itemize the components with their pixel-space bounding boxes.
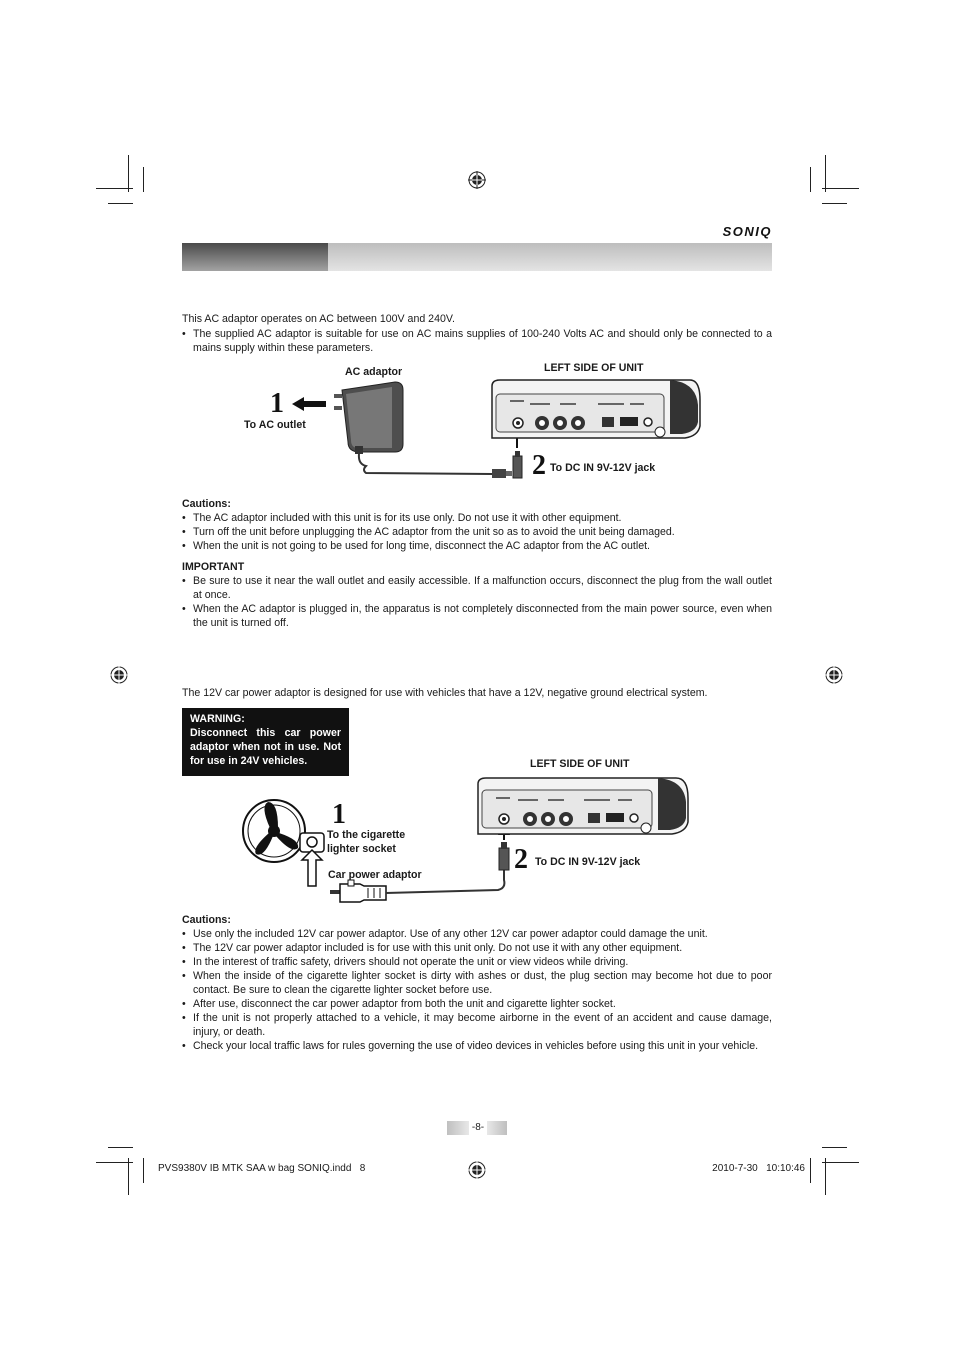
list-item: • If the unit is not properly attached to a vehicle, it may become airborne in the event of an accident and cause damage, injury, or death. (182, 1011, 772, 1039)
car-cautions-heading: Cautions: (182, 914, 231, 926)
list-item: • In the interest of traffic safety, drivers should not operate the unit or view videos while driving. (182, 955, 772, 969)
crop-mark (108, 203, 133, 204)
car-cautions-list (182, 927, 772, 1053)
crop-mark (822, 188, 859, 189)
crop-mark (825, 1158, 826, 1195)
warning-text: Disconnect this car power adaptor when not in use. Not for use in 24V vehicles. (190, 727, 341, 767)
list-item: • The supplied AC adaptor is suitable for use on AC mains supplies of 100-240 Volts AC and should only be connected to a mains supply within these parameters. (182, 327, 772, 355)
list-item: • Turn off the unit before unplugging the AC adaptor from the unit so as to avoid the unit being damaged. (182, 525, 772, 539)
crop-mark (810, 167, 811, 192)
crop-mark (143, 167, 144, 192)
step-2-number: 2 (532, 450, 546, 481)
file-name: PVS9380V IB MTK SAA w bag SONIQ.indd 8 (158, 1163, 366, 1174)
step-2-number: 2 (514, 844, 528, 875)
step-1-number: 1 (332, 799, 346, 830)
cigarette-socket-label (327, 828, 405, 856)
page-number-bar-left (447, 1121, 469, 1135)
brand-logo: SONIQ (722, 224, 772, 239)
to-dc-jack-label: To DC IN 9V-12V jack (535, 856, 641, 868)
timestamp: 2010-7-30 10:10:46 (712, 1163, 805, 1174)
registration-mark-icon (110, 666, 128, 684)
warning-title: WARNING: (190, 713, 245, 725)
dvd-player-side-icon (478, 778, 688, 834)
crop-mark (96, 188, 133, 189)
registration-mark-icon (468, 1161, 486, 1179)
list-item: • When the AC adaptor is plugged in, the apparatus is not completely disconnected from the main power source, even when the unit is turned off. (182, 602, 772, 630)
to-dc-jack-label: To DC IN 9V-12V jack (550, 462, 656, 474)
list-item: • After use, disconnect the car power adaptor from both the unit and cigarette lighter socket. (182, 997, 772, 1011)
registration-mark-icon (825, 666, 843, 684)
left-side-label: LEFT SIDE OF UNIT (530, 758, 630, 770)
steering-wheel-icon (243, 800, 305, 862)
crop-mark (822, 1162, 859, 1163)
crop-mark (128, 155, 129, 192)
crop-mark (108, 1147, 133, 1148)
car-plug-icon (330, 880, 386, 902)
ac-adaptor-label: AC adaptor (345, 366, 403, 378)
step-1-number: 1 (270, 388, 284, 419)
header-bar-tab (182, 243, 328, 271)
crop-mark (128, 1158, 129, 1195)
crop-mark (822, 203, 847, 204)
list-item: • Be sure to use it near the wall outlet and easily accessible. If a malfunction occurs, disconnect the plug from the wall outlet at once. (182, 574, 772, 602)
ac-cautions-list (182, 511, 772, 553)
important-list (182, 574, 772, 630)
up-arrow-icon (302, 850, 322, 886)
ac-adaptor-icon (334, 382, 403, 454)
cigarette-socket-label-line2: lighter socket (327, 843, 396, 855)
crop-mark (825, 155, 826, 192)
crop-mark (822, 1147, 847, 1148)
dvd-player-side-icon (492, 380, 700, 438)
ac-cautions-heading: Cautions: (182, 498, 231, 510)
car-adaptor-diagram (238, 770, 698, 910)
crop-mark (810, 1158, 811, 1183)
list-item: • Check your local traffic laws for rules governing the use of video devices in vehicles before using this unit in your vehicle. (182, 1039, 772, 1053)
list-item: • The 12V car power adaptor included is for use with this unit only. Do not use it with any other equipment. (182, 941, 772, 955)
page-number: -8- (471, 1122, 485, 1133)
dc-plug-icon (492, 451, 522, 478)
page-number-bar-right (487, 1121, 507, 1135)
list-item: • Use only the included 12V car power adaptor. Use of any other 12V car power adaptor could damage the unit. (182, 927, 772, 941)
car-intro: The 12V car power adaptor is designed for use with vehicles that have a 12V, negative ground electrical system. (182, 687, 708, 699)
list-item: • The AC adaptor included with this unit is for its use only. Do not use it with other equipment. (182, 511, 772, 525)
list-item: • When the inside of the cigarette lighter socket is dirty with ashes or dust, the plug section may become hot due to poor contact. Be sure to clean the cigarette lighter socket before use. (182, 969, 772, 997)
registration-mark-icon (468, 171, 486, 189)
important-heading: IMPORTANT (182, 561, 245, 573)
list-item: • When the unit is not going to be used for long time, disconnect the AC adaptor from the AC outlet. (182, 539, 772, 553)
car-adaptor-label: Car power adaptor (328, 869, 422, 881)
dc-plug-icon (499, 842, 509, 870)
crop-mark (143, 1158, 144, 1183)
ac-bullet-list (182, 327, 772, 355)
to-ac-outlet-label: To AC outlet (244, 419, 306, 431)
warning-box (182, 708, 349, 776)
cigarette-socket-label-line1: To the cigarette (327, 829, 406, 841)
left-side-label: LEFT SIDE OF UNIT (544, 362, 644, 374)
ac-intro: This AC adaptor operates on AC between 100V and 240V. (182, 313, 455, 325)
left-arrow-icon (292, 397, 326, 411)
